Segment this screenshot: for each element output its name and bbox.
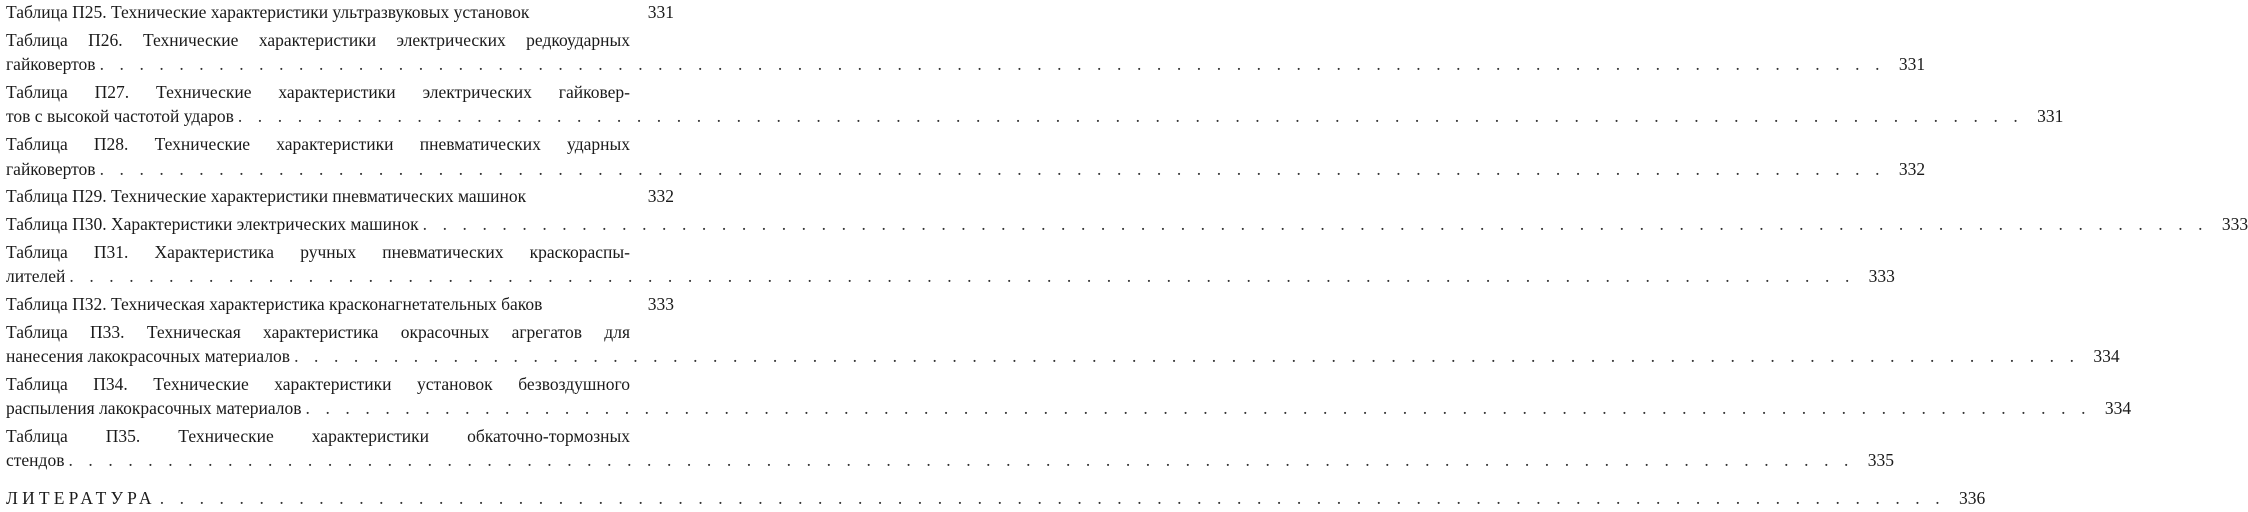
toc-entry-title: Таблица П26. Технические характеристики электрических редкоударных xyxy=(6,29,630,50)
toc-entry-title-cont: лителей xyxy=(6,266,66,287)
toc-entry-title: Таблица П29. Технические характеристики пневматических машинок xyxy=(6,186,527,207)
dot-leader: . . . . . . . . . . . . . . . . . . . . . . . . . . . . . . . . . . . . . . . . . . . . . . . . . . . . . . . . . . . . . . . . . . . . . . . . . . . . . . . . . . . . . . . . . . xyxy=(305,398,2092,419)
toc-entry-page: 333 xyxy=(2221,213,2248,234)
dot-leader: . . . . . . . . . . . . . . . . . . . . . . . . . . . . . . . . . . . . . . . . . . . . . . . . . . . . . . . . . . . . . . . . . . . . . . . . . . . . . . . . . . . . . . . . . . xyxy=(159,488,1946,508)
dot-leader: . . . . . . . . . . . . . . . . . . . . . . . . . . . . . . . . . . . . . . . . . . . . . . . . . . . . . . . . . . . . . . . . . . . . . . . . . . . . . . . . . . . . . . . . . . xyxy=(294,346,2080,366)
dot-leader: . . . . . . . . . . . . . . . . . . . . . . . . . . . . . . . . . . . . . . . . . . . . . . . . . . . . . . . . . . . . . . . . . . . . . . . . . . . . . . . . . . . . . . . . . . xyxy=(422,213,2209,234)
toc-entry xyxy=(6,80,2064,129)
toc-entry-title-cont: гайковертов xyxy=(6,54,96,75)
dot-leader: . . . . . . . . . . . . . . . . . . . . . . . . . . . . . . . . . . . . . . . . . . . . . . . . . . . . . . . . . . . . . . . . . . . . . . . . . . . . . . . . . . . . . . . . . . xyxy=(99,54,1886,75)
toc-entry-title-cont: тов с высокой частотой ударов xyxy=(6,106,234,127)
toc-entry xyxy=(6,28,1926,77)
toc-entry-page: 335 xyxy=(1867,450,1894,471)
toc-entry-page: 332 xyxy=(1898,158,1926,179)
toc-entry-title-cont: стендов xyxy=(6,450,65,471)
toc-entry-title: Таблица П34. Технические характеристики установок безвоздушного xyxy=(6,373,630,394)
toc-entry-literature xyxy=(6,486,1986,511)
toc-entry-page: 331 xyxy=(2037,106,2064,127)
literature-page: 336 xyxy=(1958,488,1986,508)
toc-entry-title: Таблица П25. Технические характеристики ультразвуковых установок xyxy=(6,2,530,22)
toc-entry-page: 332 xyxy=(647,186,674,207)
toc-entry-page: 331 xyxy=(647,2,674,22)
dot-leader: . . . . . . . . . . . . . . . . . . . . . . . . . . . . . . . . . . . . . . . . . . . . . . . . . . . . . . . . . . . . . . . . . . . . . . . . . . . . . . . . . . . . . . . . . . xyxy=(237,106,2024,127)
toc-entry-page: 331 xyxy=(1898,54,1926,75)
dot-leader: . . . . . . . . . . . . . . . . . . . . . . . . . . . . . . . . . . . . . . . . . . . . . . . . . . . . . . . . . . . . . . . . . . . . . . . . . . . . . . . . . . . . . . . . . . xyxy=(68,450,1854,471)
toc-entry-page: 334 xyxy=(2093,346,2120,366)
toc-entry xyxy=(6,320,2120,369)
toc-entry-title: Таблица П33. Техническая характеристика окрасочных агрегатов для xyxy=(6,321,630,342)
toc-entry-title: Таблица П30. Характеристики электрических машинок xyxy=(6,213,419,234)
toc-entry xyxy=(6,240,1895,289)
toc-entry-title-cont: распыления лакокрасочных материалов xyxy=(6,398,302,419)
toc-entry xyxy=(6,292,674,317)
literature-label: ЛИТЕРАТУРА xyxy=(6,488,156,508)
toc-entry-title-cont: нанесения лакокрасочных материалов xyxy=(6,346,291,366)
dot-leader: . . . . . . . . . . . . . . . . . . . . . . . . . . . . . . . . . . . . . . . . . . . . . . . . . . . . . . . . . . . . . . . . . . . . . . . . . . . . . . . . . . . . . . . . . . xyxy=(69,266,1855,287)
toc-entry-page: 334 xyxy=(2104,398,2132,419)
toc-entry xyxy=(6,372,2132,421)
toc-entry xyxy=(6,212,2248,237)
toc-entry xyxy=(6,184,674,209)
toc-entry-title: Таблица П32. Техническая характеристика красконагнетательных баков xyxy=(6,293,543,314)
table-of-contents xyxy=(6,0,2248,476)
toc-entry xyxy=(6,0,674,25)
toc-entry xyxy=(6,132,1926,181)
toc-entry-title: Таблица П27. Технические характеристики электрических гайковер- xyxy=(6,81,630,102)
toc-entry-page: 333 xyxy=(647,293,674,314)
toc-entry-title: Таблица П28. Технические характеристики пневматических ударных xyxy=(6,134,630,155)
toc-entry-page: 333 xyxy=(1868,266,1895,287)
toc-entry-title: Таблица П35. Технические характеристики обкаточно-тормозных xyxy=(6,425,630,446)
toc-entry xyxy=(6,424,1894,473)
toc-entry-title: Таблица П31. Характеристика ручных пневматических краскораспы- xyxy=(6,241,630,262)
toc-entry-title-cont: гайковертов xyxy=(6,158,96,179)
dot-leader: . . . . . . . . . . . . . . . . . . . . . . . . . . . . . . . . . . . . . . . . . . . . . . . . . . . . . . . . . . . . . . . . . . . . . . . . . . . . . . . . . . . . . . . . . . xyxy=(99,158,1886,179)
